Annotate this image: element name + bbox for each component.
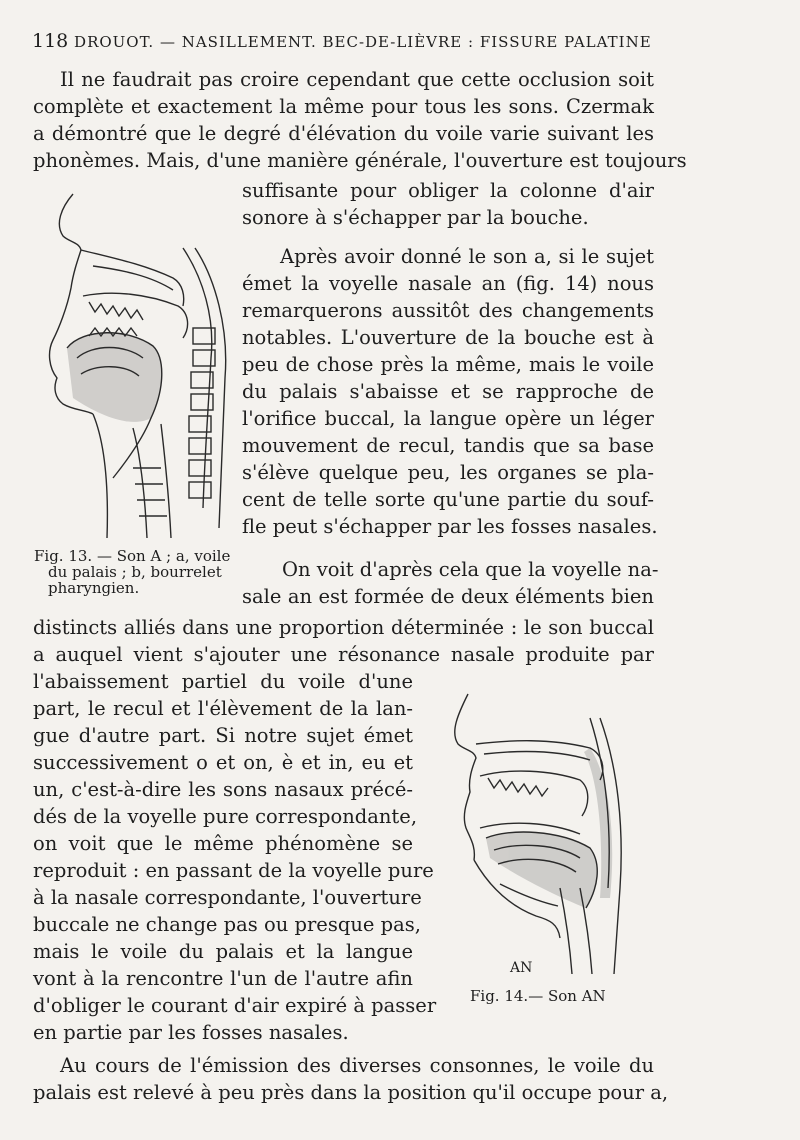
- text-line: Après avoir donné le son a, si le sujet: [280, 245, 654, 268]
- text-line: gue d'autre part. Si notre sujet émet: [33, 724, 413, 747]
- text-line: suffisante pour obliger la colonne d'air: [242, 179, 654, 202]
- text-line: complète et exactement la même pour tous les sons. Czermak: [33, 95, 654, 118]
- text-line: s'élève quelque peu, les organes se pla-: [242, 461, 654, 484]
- text-line: part, le recul et l'élèvement de la lan-: [33, 697, 413, 720]
- text-line: a démontré que le degré d'élévation du voile varie suivant les: [33, 122, 654, 145]
- text-line: émet la voyelle nasale an (fig. 14) nous: [242, 272, 654, 295]
- text-line: cent de telle sorte qu'une partie du souf-: [242, 488, 654, 511]
- figure-13-caption-line: Fig. 13. — Son A ; a, voile: [34, 547, 231, 565]
- text-line: a auquel vient s'ajouter une résonance nasale produite par: [33, 643, 654, 666]
- text-line: buccale ne change pas ou presque pas,: [33, 913, 421, 936]
- text-line: vont à la rencontre l'un de l'autre afin: [33, 967, 413, 990]
- figure-14-label: AN: [510, 960, 533, 976]
- text-line: palais est relevé à peu près dans la position qu'il occupe pour a,: [33, 1081, 669, 1104]
- text-line: notables. L'ouverture de la bouche est à: [242, 326, 654, 349]
- text-line: dés de la voyelle pure correspondante,: [33, 805, 418, 828]
- text-line: d'obliger le courant d'air expiré à passer: [33, 994, 437, 1017]
- text-line: On voit d'après cela que la voyelle na-: [282, 558, 659, 581]
- text-line: successivement o et on, è et in, eu et: [33, 751, 413, 774]
- running-header: [32, 30, 652, 52]
- text-line: Au cours de l'émission des diverses consonnes, le voile du: [60, 1054, 654, 1077]
- text-line: remarquerons aussitôt des changements: [242, 299, 654, 322]
- figure-14-caption: Fig. 14.— Son AN: [470, 987, 606, 1005]
- text-line: Il ne faudrait pas croire cependant que cette occlusion soit: [60, 68, 654, 91]
- sagittal-section-drawing: [33, 178, 243, 548]
- text-line: mouvement de recul, tandis que sa base: [242, 434, 654, 457]
- text-line: reproduit : en passant de la voyelle pure: [33, 859, 434, 882]
- figure-13-caption-line: du palais ; b, bourrelet: [48, 563, 222, 581]
- text-line: fle peut s'échapper par les fosses nasales.: [242, 515, 658, 538]
- text-line: on voit que le même phénomène se: [33, 832, 413, 855]
- text-line: distincts alliés dans une proportion déterminée : le son buccal: [33, 616, 654, 639]
- text-line: sonore à s'échapper par la bouche.: [242, 206, 589, 229]
- text-line: sale an est formée de deux éléments bien: [242, 585, 654, 608]
- figure-13-illustration: [33, 178, 243, 548]
- text-line: un, c'est-à-dire les sons nasaux précé-: [33, 778, 413, 801]
- text-line: en partie par les fosses nasales.: [33, 1021, 349, 1044]
- text-line: l'orifice buccal, la langue opère un léger: [242, 407, 654, 430]
- figure-13-caption: [34, 548, 230, 596]
- text-line: l'abaissement partiel du voile d'une: [33, 670, 413, 693]
- text-line: phonèmes. Mais, d'une manière générale, l'ouverture est toujours: [33, 149, 687, 172]
- text-line: à la nasale correspondante, l'ouverture: [33, 886, 422, 909]
- text-line: mais le voile du palais et la langue: [33, 940, 413, 963]
- sagittal-section-an-drawing: [440, 688, 630, 978]
- text-line: du palais s'abaisse et se rapproche de: [242, 380, 654, 403]
- running-title: DROUOT. — NASILLEMENT. BEC-DE-LIÈVRE : FISSURE PALATINE: [74, 33, 652, 51]
- page-number: 118: [32, 30, 69, 52]
- text-line: peu de chose près la même, mais le voile: [242, 353, 654, 376]
- figure-14-illustration: [440, 688, 630, 978]
- figure-13-caption-line: pharyngien.: [48, 579, 140, 597]
